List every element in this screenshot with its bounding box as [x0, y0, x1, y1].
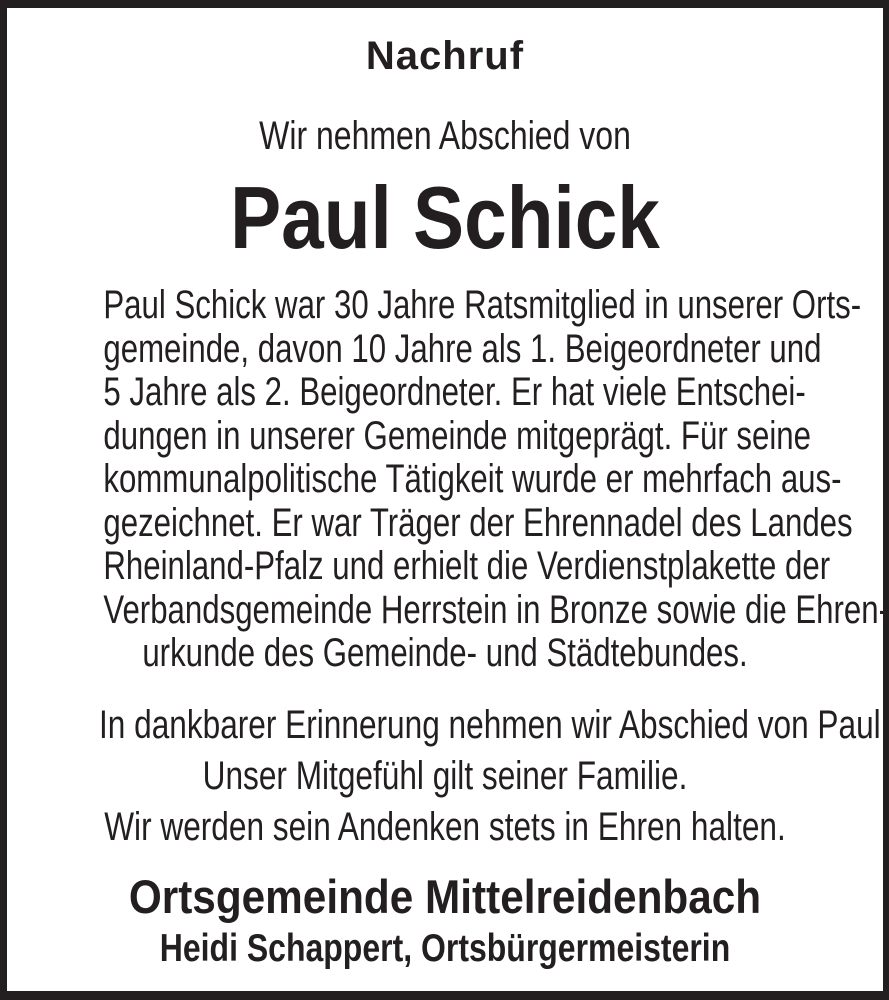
signature-block	[7, 869, 883, 973]
obituary-paragraph	[103, 283, 889, 676]
notice-title: Nachruf	[365, 34, 525, 78]
closing-line: In dankbarer Erinnerung nehmen wir Abschied von Paul.	[98, 702, 889, 747]
signature-person: Heidi Schappert, Ortsbürgermeisterin	[159, 926, 731, 970]
obituary-line: Rheinland-Pfalz und erhielt die Verdienstplakette der	[103, 544, 831, 588]
closing-paragraph	[98, 700, 889, 853]
signature-organization: Ortsgemeinde Mittelreidenbach	[128, 869, 762, 923]
obituary-line: Paul Schick war 30 Jahre Ratsmitglied in unserer Orts-	[103, 283, 862, 327]
closing-line: Wir werden sein Andenken stets in Ehren halten.	[104, 804, 786, 849]
deceased-name: Paul Schick	[230, 168, 660, 267]
obituary-line: gemeinde, davon 10 Jahre als 1. Beigeordneter und	[103, 326, 822, 371]
obituary-line: dungen in unserer Gemeinde mitgeprägt. Für seine	[103, 413, 811, 458]
obituary-line: urkunde des Gemeinde- und Städtebundes.	[142, 631, 748, 675]
closing-line: Unser Mitgefühl gilt seiner Familie.	[202, 753, 688, 798]
obituary-line: Verbandsgemeinde Herrstein in Bronze sowie die Ehren-	[103, 587, 889, 632]
obituary-line: gezeichnet. Er war Träger der Ehrennadel des Landes	[103, 500, 853, 545]
obituary-line: kommunalpolitische Tätigkeit wurde er mehrfach aus-	[103, 457, 842, 501]
intro-line: Wir nehmen Abschied von	[259, 114, 631, 158]
obituary-line: 5 Jahre als 2. Beigeordneter. Er hat viele Entschei-	[103, 370, 806, 414]
